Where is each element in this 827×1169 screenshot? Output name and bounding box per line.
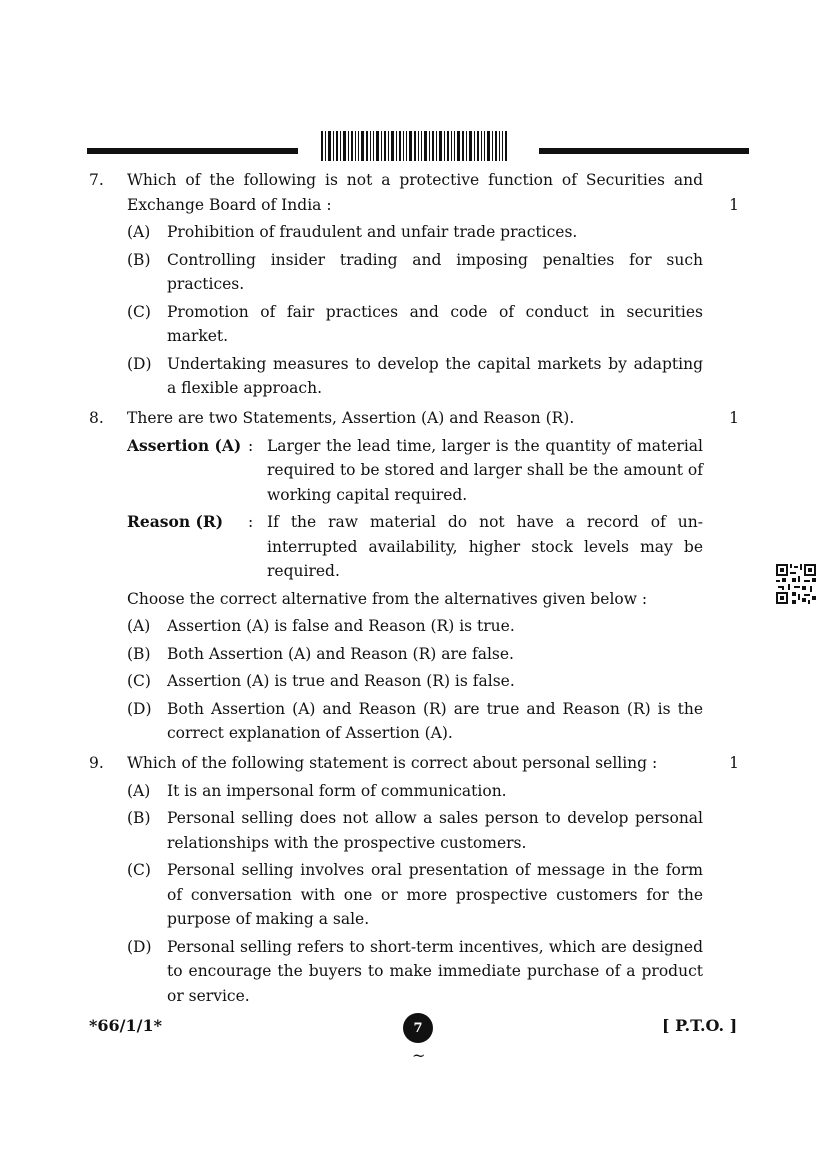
option-label: (C) xyxy=(127,672,151,690)
option-label: (C) xyxy=(127,861,151,879)
question-number: 9. xyxy=(89,754,104,772)
option-text: Promotion of fair practices and code of conduct in securities market. xyxy=(167,302,703,345)
option-b xyxy=(127,642,703,667)
barcode-icon xyxy=(321,131,507,161)
option-text: Assertion (A) is true and Reason (R) is false. xyxy=(167,672,515,690)
assertion-text: Larger the lead time, larger is the quantity of material required to be stored and larger shall be the amount of working capital required. xyxy=(267,436,703,504)
option-text: Controlling insider trading and imposing penalties for such practices. xyxy=(167,250,703,293)
option-text: Undertaking measures to develop the capital markets by adapting a flexible approach. xyxy=(167,354,703,397)
option-text: It is an impersonal form of communication. xyxy=(167,781,507,800)
assertion-label: Assertion (A) xyxy=(127,435,242,455)
option-text: Prohibition of fraudulent and unfair trade practices. xyxy=(167,223,578,241)
option-b xyxy=(127,806,703,855)
question-text: There are two Statements, Assertion (A) and Reason (R). xyxy=(127,409,575,427)
option-label: (C) xyxy=(127,302,151,321)
option-b xyxy=(127,248,703,297)
option-a xyxy=(127,779,703,804)
option-d xyxy=(127,935,703,1009)
option-c xyxy=(127,669,703,694)
option-text: Assertion (A) is false and Reason (R) is true. xyxy=(167,617,515,635)
question-text: Which of the following statement is correct about personal selling : xyxy=(127,754,658,772)
page-number: 7 xyxy=(403,1013,433,1043)
assertion-block xyxy=(127,434,703,508)
qr-code-icon xyxy=(776,564,816,604)
option-label: (A) xyxy=(127,223,151,241)
option-label: (A) xyxy=(127,781,151,800)
option-text: Both Assertion (A) and Reason (R) are true and Reason (R) is the correct explanation of Assertion (A). xyxy=(167,699,703,742)
option-text: Both Assertion (A) and Reason (R) are false. xyxy=(167,644,514,663)
question-number: 8. xyxy=(89,409,104,427)
option-label: (D) xyxy=(127,699,152,718)
option-label: (B) xyxy=(127,644,151,663)
question-8 xyxy=(89,406,739,746)
option-label: (B) xyxy=(127,809,151,827)
question-marks: 1 xyxy=(729,409,739,427)
option-d xyxy=(127,697,703,746)
reason-text: If the raw material do not have a record of un-interrupted availability, higher stock levels may be required. xyxy=(267,513,703,580)
option-label: (B) xyxy=(127,250,151,269)
question-9 xyxy=(89,751,739,1008)
question-marks: 1 xyxy=(729,754,739,772)
pto-label: [ P.T.O. ] xyxy=(662,1016,738,1035)
option-a xyxy=(127,614,703,639)
footer-tilde: ~ xyxy=(412,1046,426,1065)
option-label: (A) xyxy=(127,617,151,635)
option-text: Personal selling refers to short-term incentives, which are designed to encourage the buyers to make immediate purchase of a product or service. xyxy=(167,937,703,1005)
assertion-colon: : xyxy=(248,436,254,455)
option-d xyxy=(127,352,703,401)
reason-colon: : xyxy=(248,513,254,531)
question-7 xyxy=(89,168,739,401)
reason-label: Reason (R) xyxy=(127,512,224,531)
option-text: Personal selling involves oral presentation of message in the form of conversation with one or more prospective customers for the purpose of making a sale. xyxy=(167,861,703,928)
header-rule-right xyxy=(539,148,749,154)
reason-block xyxy=(127,510,703,584)
option-c xyxy=(127,300,703,349)
header-rule-left xyxy=(87,148,298,154)
option-c xyxy=(127,858,703,932)
option-text: Personal selling does not allow a sales person to develop personal relationships with the prospective customers. xyxy=(167,809,703,852)
paper-code: *66/1/1* xyxy=(89,1016,162,1035)
question-number: 7. xyxy=(89,171,104,189)
option-a xyxy=(127,220,703,245)
option-label: (D) xyxy=(127,354,152,373)
instruction-text: Choose the correct alternative from the alternatives given below : xyxy=(127,589,648,608)
question-marks: 1 xyxy=(729,195,739,214)
option-label: (D) xyxy=(127,937,152,956)
question-text: Which of the following is not a protective function of Securities and Exchange Board of India : xyxy=(127,171,703,214)
